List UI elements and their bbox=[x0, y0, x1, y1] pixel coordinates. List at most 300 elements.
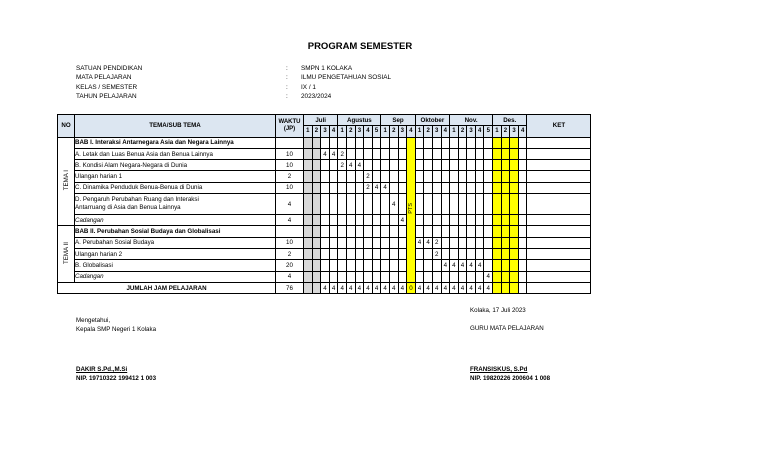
week-cell bbox=[346, 171, 355, 182]
week-cell bbox=[381, 271, 390, 282]
week-cell bbox=[304, 260, 313, 271]
week-cell bbox=[381, 226, 390, 237]
week-cell bbox=[432, 260, 441, 271]
total-week-cell: 4 bbox=[381, 282, 390, 293]
week-cell bbox=[304, 271, 313, 282]
week-cell bbox=[338, 248, 347, 259]
theme-label: TEMA II bbox=[58, 226, 75, 282]
total-jp: 76 bbox=[276, 282, 304, 293]
week-cell bbox=[364, 237, 373, 248]
jp-cell bbox=[276, 226, 304, 237]
week-cell bbox=[346, 260, 355, 271]
week-cell bbox=[467, 148, 476, 159]
week-cell bbox=[441, 137, 450, 148]
col-waktu-header: WAKTU (JP) bbox=[276, 115, 304, 138]
table-row bbox=[58, 226, 591, 237]
week-cell bbox=[304, 226, 313, 237]
week-cell bbox=[304, 237, 313, 248]
week-cell bbox=[501, 260, 510, 271]
week-cell bbox=[338, 137, 347, 148]
week-number: 4 bbox=[364, 126, 373, 137]
week-cell: 4 bbox=[415, 237, 424, 248]
week-cell bbox=[432, 215, 441, 226]
week-number: 4 bbox=[518, 126, 527, 137]
col-no-header: NO bbox=[58, 115, 75, 138]
week-cell bbox=[304, 171, 313, 182]
week-cell bbox=[484, 171, 493, 182]
total-week-cell bbox=[304, 282, 313, 293]
week-cell bbox=[372, 171, 381, 182]
week-cell bbox=[501, 215, 510, 226]
week-cell: 2 bbox=[364, 182, 373, 193]
week-number: 3 bbox=[432, 126, 441, 137]
week-cell bbox=[312, 237, 321, 248]
total-week-cell bbox=[312, 282, 321, 293]
week-cell bbox=[518, 137, 527, 148]
table-row bbox=[58, 215, 591, 226]
week-cell bbox=[312, 194, 321, 215]
table-row bbox=[58, 148, 591, 159]
total-week-cell: 4 bbox=[458, 282, 467, 293]
subtheme-cell: Cadangan bbox=[75, 271, 276, 282]
week-cell bbox=[304, 160, 313, 171]
week-cell bbox=[441, 160, 450, 171]
info-row bbox=[76, 64, 391, 73]
week-cell bbox=[329, 194, 338, 215]
week-cell bbox=[475, 271, 484, 282]
week-cell bbox=[458, 237, 467, 248]
week-cell bbox=[518, 260, 527, 271]
week-cell: 2 bbox=[432, 237, 441, 248]
week-cell bbox=[450, 226, 459, 237]
week-cell bbox=[518, 160, 527, 171]
week-cell bbox=[389, 137, 398, 148]
subtheme-cell: A. Letak dan Luas Benua Asia dan Benua Lainnya bbox=[75, 148, 276, 159]
week-cell bbox=[329, 171, 338, 182]
week-cell bbox=[424, 171, 433, 182]
week-cell bbox=[424, 194, 433, 215]
total-week-cell bbox=[518, 282, 527, 293]
table-row bbox=[58, 260, 591, 271]
jp-cell: 20 bbox=[276, 260, 304, 271]
week-cell bbox=[372, 137, 381, 148]
week-cell bbox=[441, 182, 450, 193]
week-cell bbox=[501, 182, 510, 193]
week-number: 5 bbox=[484, 126, 493, 137]
week-cell bbox=[389, 160, 398, 171]
subtheme-cell: C. Dinamika Penduduk Benua-Benua di Dunia bbox=[75, 182, 276, 193]
subtheme-cell: BAB II. Perubahan Sosial Budaya dan Globalisasi bbox=[75, 226, 276, 237]
info-separator: : bbox=[286, 83, 288, 91]
week-cell bbox=[329, 260, 338, 271]
week-cell bbox=[458, 148, 467, 159]
week-cell bbox=[518, 215, 527, 226]
jp-cell: 2 bbox=[276, 171, 304, 182]
week-cell bbox=[304, 194, 313, 215]
week-cell: 4 bbox=[372, 182, 381, 193]
month-header: Sep bbox=[381, 115, 415, 126]
week-cell bbox=[364, 260, 373, 271]
week-cell bbox=[389, 148, 398, 159]
week-cell bbox=[381, 160, 390, 171]
week-cell bbox=[389, 248, 398, 259]
week-cell bbox=[398, 226, 407, 237]
col-theme-header: TEMA/SUB TEMA bbox=[75, 115, 276, 138]
week-cell bbox=[398, 137, 407, 148]
info-block bbox=[76, 64, 391, 102]
week-cell bbox=[484, 182, 493, 193]
week-cell: 4 bbox=[484, 271, 493, 282]
week-cell bbox=[389, 260, 398, 271]
week-number: 1 bbox=[381, 126, 390, 137]
week-cell bbox=[424, 160, 433, 171]
week-number: 4 bbox=[441, 126, 450, 137]
week-cell bbox=[364, 148, 373, 159]
total-row bbox=[58, 282, 591, 293]
week-cell bbox=[432, 182, 441, 193]
table-row bbox=[58, 194, 591, 215]
total-week-cell: 4 bbox=[329, 282, 338, 293]
info-value: SMPN 1 KOLAKA bbox=[301, 65, 353, 72]
week-cell bbox=[398, 182, 407, 193]
pts-cell: PTS bbox=[407, 137, 416, 282]
jp-cell: 10 bbox=[276, 148, 304, 159]
week-cell bbox=[312, 226, 321, 237]
week-cell bbox=[321, 160, 330, 171]
week-cell: 4 bbox=[441, 260, 450, 271]
approval-label: Mengetahui, bbox=[76, 317, 111, 324]
total-week-cell: 4 bbox=[450, 282, 459, 293]
week-cell: 2 bbox=[432, 248, 441, 259]
week-cell: 4 bbox=[389, 194, 398, 215]
total-week-cell: 4 bbox=[389, 282, 398, 293]
week-cell bbox=[338, 215, 347, 226]
week-cell bbox=[441, 215, 450, 226]
week-cell bbox=[441, 237, 450, 248]
week-cell bbox=[398, 248, 407, 259]
total-week-cell: 4 bbox=[355, 282, 364, 293]
week-cell bbox=[518, 248, 527, 259]
week-cell bbox=[338, 260, 347, 271]
info-label: SATUAN PENDIDIKAN bbox=[76, 65, 143, 72]
week-cell bbox=[450, 215, 459, 226]
week-cell bbox=[441, 271, 450, 282]
subtheme-cell: Cadangan bbox=[75, 215, 276, 226]
info-label: KELAS / SEMESTER bbox=[76, 83, 138, 91]
week-cell bbox=[415, 260, 424, 271]
week-cell bbox=[415, 148, 424, 159]
total-week-cell: 4 bbox=[441, 282, 450, 293]
week-number: 1 bbox=[450, 126, 459, 137]
week-cell: 2 bbox=[364, 171, 373, 182]
week-cell bbox=[458, 137, 467, 148]
week-cell bbox=[493, 160, 502, 171]
week-cell bbox=[312, 215, 321, 226]
week-cell bbox=[372, 248, 381, 259]
week-cell: 4 bbox=[458, 260, 467, 271]
jp-cell: 10 bbox=[276, 182, 304, 193]
week-cell bbox=[415, 182, 424, 193]
week-cell bbox=[329, 271, 338, 282]
week-cell bbox=[312, 182, 321, 193]
week-cell bbox=[432, 148, 441, 159]
week-cell bbox=[364, 248, 373, 259]
week-cell bbox=[321, 271, 330, 282]
week-number: 3 bbox=[510, 126, 519, 137]
subtheme-cell: B. Globalisasi bbox=[75, 260, 276, 271]
week-cell bbox=[475, 148, 484, 159]
jp-cell: 10 bbox=[276, 237, 304, 248]
week-cell bbox=[389, 215, 398, 226]
week-cell bbox=[372, 237, 381, 248]
week-cell bbox=[450, 160, 459, 171]
week-cell bbox=[355, 248, 364, 259]
week-number: 4 bbox=[329, 126, 338, 137]
week-cell bbox=[338, 194, 347, 215]
week-cell bbox=[415, 194, 424, 215]
week-cell bbox=[424, 271, 433, 282]
week-cell bbox=[510, 160, 519, 171]
week-cell bbox=[441, 248, 450, 259]
week-cell: 2 bbox=[338, 148, 347, 159]
week-cell bbox=[355, 260, 364, 271]
week-cell: 4 bbox=[424, 237, 433, 248]
week-cell bbox=[518, 226, 527, 237]
total-label: JUMLAH JAM PELAJARAN bbox=[58, 282, 276, 293]
week-cell bbox=[364, 194, 373, 215]
week-number: 4 bbox=[475, 126, 484, 137]
month-header: Oktober bbox=[415, 115, 449, 126]
table-row bbox=[58, 271, 591, 282]
total-week-cell bbox=[493, 282, 502, 293]
total-week-cell: 0 bbox=[407, 282, 416, 293]
week-cell bbox=[467, 194, 476, 215]
week-cell bbox=[493, 182, 502, 193]
info-row bbox=[76, 92, 391, 101]
week-cell bbox=[329, 226, 338, 237]
week-cell bbox=[450, 248, 459, 259]
week-cell bbox=[398, 160, 407, 171]
week-cell: 4 bbox=[475, 260, 484, 271]
table-row bbox=[58, 182, 591, 193]
week-cell bbox=[432, 194, 441, 215]
week-cell bbox=[450, 271, 459, 282]
week-cell bbox=[501, 160, 510, 171]
week-cell bbox=[441, 194, 450, 215]
total-week-cell: 4 bbox=[424, 282, 433, 293]
week-cell bbox=[501, 237, 510, 248]
week-cell bbox=[450, 148, 459, 159]
week-number: 3 bbox=[321, 126, 330, 137]
week-cell bbox=[493, 194, 502, 215]
week-cell: 4 bbox=[346, 160, 355, 171]
week-cell bbox=[424, 226, 433, 237]
week-cell bbox=[364, 271, 373, 282]
teacher-nip: NIP. 19820226 200604 1 008 bbox=[470, 375, 551, 382]
week-cell bbox=[312, 271, 321, 282]
week-cell bbox=[475, 194, 484, 215]
week-cell: 4 bbox=[381, 182, 390, 193]
total-week-cell: 4 bbox=[432, 282, 441, 293]
week-cell bbox=[355, 215, 364, 226]
week-cell bbox=[338, 171, 347, 182]
week-cell bbox=[501, 248, 510, 259]
ket-cell bbox=[527, 237, 591, 248]
table-row bbox=[58, 171, 591, 182]
week-number: 2 bbox=[501, 126, 510, 137]
week-cell bbox=[346, 194, 355, 215]
week-cell bbox=[424, 137, 433, 148]
week-cell bbox=[424, 182, 433, 193]
week-cell bbox=[415, 215, 424, 226]
week-cell bbox=[493, 148, 502, 159]
week-cell bbox=[493, 237, 502, 248]
week-cell bbox=[501, 194, 510, 215]
place-date: Kolaka, 17 Juli 2023 bbox=[470, 307, 526, 314]
principal-name: DAKIR S.Pd.,M.Si bbox=[76, 366, 128, 373]
week-cell bbox=[432, 271, 441, 282]
week-cell bbox=[467, 182, 476, 193]
week-cell: 4 bbox=[329, 148, 338, 159]
week-cell bbox=[424, 148, 433, 159]
week-cell bbox=[398, 171, 407, 182]
week-cell bbox=[493, 226, 502, 237]
week-cell bbox=[458, 248, 467, 259]
month-header: Agustus bbox=[338, 115, 381, 126]
info-separator: : bbox=[286, 65, 288, 72]
week-cell bbox=[450, 137, 459, 148]
week-number: 5 bbox=[372, 126, 381, 137]
week-cell bbox=[458, 215, 467, 226]
subtheme-cell: Ulangan harian 2 bbox=[75, 248, 276, 259]
total-week-cell bbox=[510, 282, 519, 293]
week-cell bbox=[510, 148, 519, 159]
week-cell bbox=[415, 160, 424, 171]
week-cell bbox=[304, 182, 313, 193]
week-cell bbox=[484, 194, 493, 215]
week-cell bbox=[346, 215, 355, 226]
total-week-cell: 4 bbox=[372, 282, 381, 293]
week-cell bbox=[458, 271, 467, 282]
week-cell bbox=[424, 248, 433, 259]
week-cell bbox=[518, 237, 527, 248]
week-cell bbox=[381, 137, 390, 148]
week-cell bbox=[346, 226, 355, 237]
week-cell bbox=[493, 215, 502, 226]
week-cell bbox=[501, 137, 510, 148]
week-cell bbox=[355, 148, 364, 159]
week-cell bbox=[501, 226, 510, 237]
week-cell bbox=[346, 137, 355, 148]
week-cell bbox=[467, 160, 476, 171]
week-cell bbox=[467, 215, 476, 226]
week-cell bbox=[398, 194, 407, 215]
week-cell bbox=[510, 271, 519, 282]
table-row bbox=[58, 248, 591, 259]
week-cell bbox=[475, 171, 484, 182]
month-header: Des. bbox=[493, 115, 527, 126]
week-cell bbox=[381, 171, 390, 182]
week-cell bbox=[415, 137, 424, 148]
week-cell bbox=[467, 137, 476, 148]
total-week-cell: 4 bbox=[398, 282, 407, 293]
week-cell bbox=[475, 237, 484, 248]
week-cell bbox=[493, 271, 502, 282]
week-cell bbox=[441, 226, 450, 237]
total-week-cell: 4 bbox=[364, 282, 373, 293]
week-cell bbox=[398, 271, 407, 282]
week-number: 1 bbox=[493, 126, 502, 137]
week-cell bbox=[389, 171, 398, 182]
week-cell bbox=[518, 271, 527, 282]
week-cell bbox=[415, 271, 424, 282]
month-header: Nov. bbox=[450, 115, 493, 126]
week-cell bbox=[467, 248, 476, 259]
week-cell bbox=[475, 226, 484, 237]
week-cell bbox=[458, 194, 467, 215]
info-label: TAHUN PELAJARAN bbox=[76, 93, 137, 101]
week-cell bbox=[458, 226, 467, 237]
week-cell bbox=[467, 237, 476, 248]
week-number: 3 bbox=[398, 126, 407, 137]
info-separator: : bbox=[286, 93, 288, 101]
week-cell bbox=[467, 171, 476, 182]
week-cell bbox=[484, 148, 493, 159]
subtheme-cell: Ulangan harian 1 bbox=[75, 171, 276, 182]
week-cell bbox=[398, 148, 407, 159]
week-cell bbox=[321, 248, 330, 259]
table-row bbox=[58, 237, 591, 248]
week-cell bbox=[372, 215, 381, 226]
week-number: 2 bbox=[424, 126, 433, 137]
week-cell bbox=[321, 215, 330, 226]
total-week-cell: 4 bbox=[338, 282, 347, 293]
week-cell bbox=[398, 237, 407, 248]
week-cell bbox=[518, 148, 527, 159]
week-cell bbox=[415, 226, 424, 237]
week-cell bbox=[432, 160, 441, 171]
week-cell bbox=[510, 237, 519, 248]
week-number: 4 bbox=[407, 126, 416, 137]
week-cell bbox=[372, 271, 381, 282]
jp-cell: 4 bbox=[276, 194, 304, 215]
week-cell bbox=[304, 215, 313, 226]
week-cell: 4 bbox=[450, 260, 459, 271]
week-cell bbox=[321, 260, 330, 271]
week-cell bbox=[475, 215, 484, 226]
week-cell bbox=[450, 182, 459, 193]
week-cell bbox=[381, 260, 390, 271]
week-cell bbox=[338, 271, 347, 282]
week-cell bbox=[372, 226, 381, 237]
week-cell bbox=[389, 182, 398, 193]
week-cell bbox=[364, 226, 373, 237]
week-cell bbox=[458, 182, 467, 193]
week-cell bbox=[346, 271, 355, 282]
week-cell bbox=[501, 271, 510, 282]
total-week-cell: 4 bbox=[346, 282, 355, 293]
week-cell bbox=[321, 182, 330, 193]
week-cell bbox=[312, 137, 321, 148]
week-cell: 2 bbox=[338, 160, 347, 171]
week-cell bbox=[432, 171, 441, 182]
week-cell bbox=[364, 137, 373, 148]
ket-cell bbox=[527, 194, 591, 215]
page-title: PROGRAM SEMESTER bbox=[307, 41, 413, 52]
week-cell bbox=[510, 137, 519, 148]
jp-cell: 4 bbox=[276, 215, 304, 226]
week-cell bbox=[493, 137, 502, 148]
